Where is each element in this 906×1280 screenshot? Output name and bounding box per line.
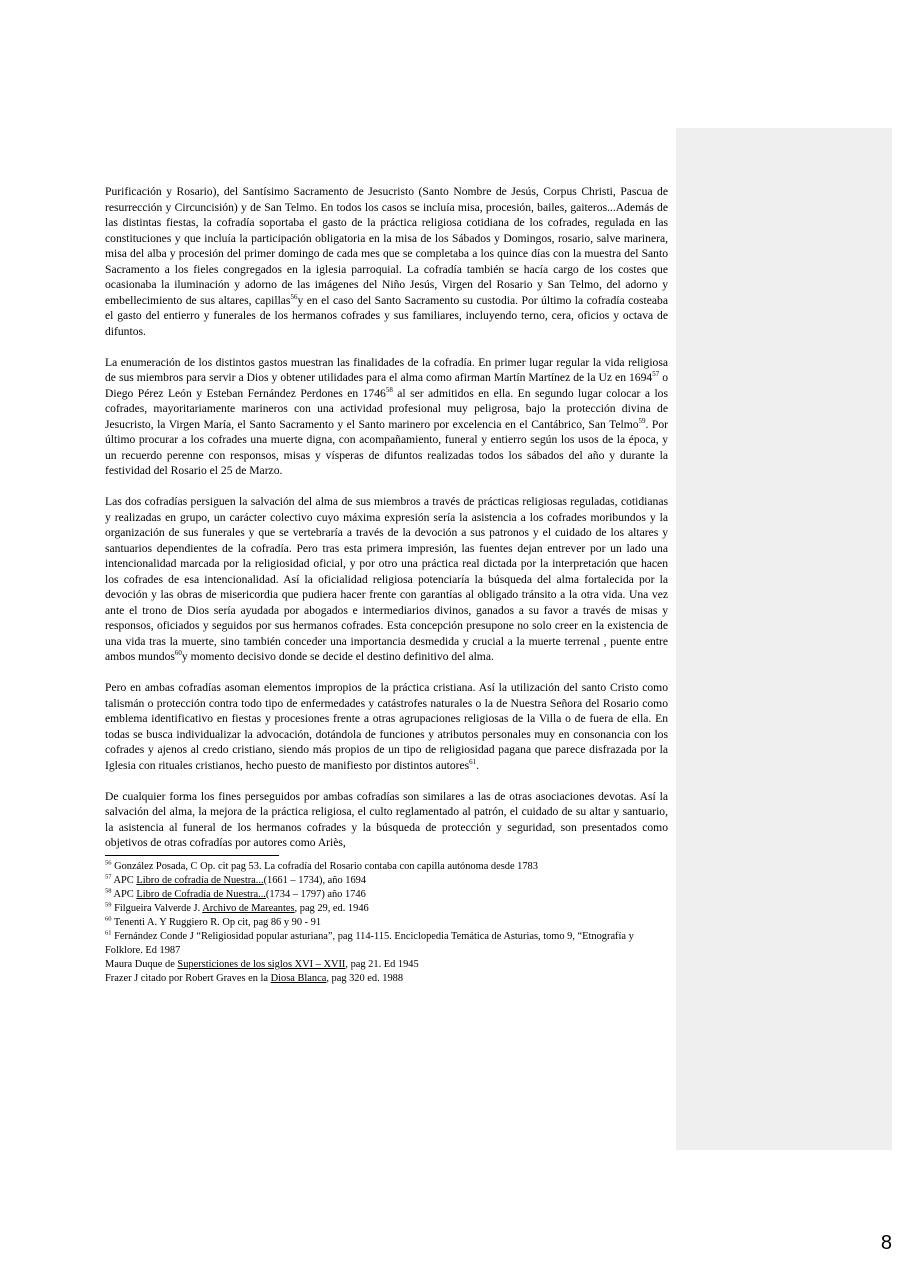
comment-margin-panel <box>676 128 892 1150</box>
footnote-56: $^{56}$ González Posada, C Op. cit pag 53. La cofradía del Rosario contaba con capilla autónoma desde 1783 <box>105 859 538 872</box>
paragraph-1: Purificación y Rosario), del Santísimo Sacramento de Jesucristo (Santo Nombre de Jesús, Corpus Christi, Pascua de resurrección y Circuncisión) y de San Telmo. En todos los casos se incluía misa, procesión, bailes, gaiteros...Además de las distintas fiestas, la cofradía soportaba el gasto de la práctica religiosa cotidiana de los cofrades, regulada en las constituciones y que incluía la participación obligatoria en la misa de los Sábados y Domingos, rosario, salve marinera, misa del alba y procesión del primer domingo de cada mes que se completaba a los quince días con la muestra del Santo Sacramento a los fieles congregados en la iglesia parroquial. La cofradía también se hacía cargo de los costes que ocasionaba la iluminación y adorno de las imágenes del Niño Jesús, Virgen del Rosario y San Telmo, del adorno y embellecimiento de sus altares, capillas$^{56}$y en el caso del Santo Sacramento su custodia. Por último la cofradía costeaba el gasto del entierro y funerales de los hermanos cofrades y sus familiares, incluyendo terno, cera, oficios y octava de difuntos. <box>105 185 668 338</box>
footnote-60: $^{60}$ Tenenti A. Y Ruggiero R. Op cit, pag 86 y 90 - 91 <box>105 915 322 928</box>
footnote-ref-57[interactable]: 57 <box>652 370 660 379</box>
footnote-title-link[interactable]: Libro de Cofradía de Nuestra... <box>136 889 266 900</box>
footnote-ref-61[interactable]: 61 <box>469 757 477 766</box>
footnote-title-link[interactable]: Archivo de Mareantes <box>202 903 295 914</box>
footnotes <box>105 860 668 986</box>
footnote-separator <box>105 855 279 856</box>
paragraph-5: De cualquier forma los fines perseguidos por ambas cofradías son similares a las de otras asociaciones devotas. Así la salvación del alma, la mejora de la práctica religiosa, el culto reglamentado al patrón, el cuidado de su altar y santuario, la asistencia al funeral de los hermanos cofrades y la búsqueda de protección y seguridad, son presentados como objetivos de otras cofradías por autores como Ariès, <box>105 789 668 849</box>
paragraph-2: La enumeración de los distintos gastos muestran las finalidades de la cofradía. En primer lugar regular la vida religiosa de sus miembros para servir a Dios y obtener utilidades para el alma como afirman Martín Martínez de la Uz en 1694$^{57}$ o Diego Pérez León y Esteban Fernández Perdones en 1746$^{58}$ al ser admitidos en ella. En segundo lugar colocar a los cofrades, mayoritariamente marineros con una actividad profesional muy peligrosa, bajo la protección divina de Jesucristo, la Virgen María, el Santo Sacramento y el Santo marinero por excelencia en el Cantábrico, San Telmo$^{59}$. Por último procurar a los cofrades una muerte digna, con acompañamiento, funeral y entierro según los usos de la época, y un recuerdo perenne con responsos, misas y vísperas de difuntos realizadas todos los sábados del año y durante la festividad del Rosario el 25 de Marzo. <box>105 355 668 477</box>
footnote-frazer: Frazer J citado por Robert Graves en la Diosa Blanca, pag 320 ed. 1988 <box>105 973 404 984</box>
footnote-ref-56[interactable]: 56 <box>290 292 298 301</box>
footnote-ref-60[interactable]: 60 <box>174 649 182 658</box>
body-text-column <box>105 184 668 986</box>
footnote-title-link[interactable]: Libro de cofradía de Nuestra... <box>136 875 264 886</box>
paragraph-4: Pero en ambas cofradías asoman elementos impropios de la práctica cristiana. Así la utilización del santo Cristo como talismán o protección contra todo tipo de enfermedades y catástrofes naturales o la de Nuestra Señora del Rosario como emblema identificativo en fiestas y procesiones frente a otras agrupaciones religiosas de la Villa o de fuera de ella. En todas se busca individualizar la advocación, dotándola de funciones y atributos personales muy en consonancia con los cofrades y ajenos al credo cristiano, siendo más propios de un tipo de religiosidad pagana que parece disfrazada por la Iglesia con rituales cristianos, hecho puesto de manifiesto por distintos autores$^{61}$. <box>105 681 668 772</box>
footnote-maura-duque: Maura Duque de Supersticiones de los siglos XVI – XVII, pag 21. Ed 1945 <box>105 959 419 970</box>
footnote-59: $^{59}$ Filgueira Valverde J. Archivo de Mareantes, pag 29, ed. 1946 <box>105 901 369 914</box>
page-number: 8 <box>880 1232 892 1254</box>
paragraph-3: Las dos cofradías persiguen la salvación del alma de sus miembros a través de prácticas religiosas reguladas, cotidianas y realizadas en grupo, un carácter colectivo cuyo máxima expresión sería la asistencia a los cofrades moribundos y la organización de sus funerales y que se vertebraría a través de la devoción a sus patronos y el cuidado de los altares y santuarios dependientes de la cofradía. Pero tras esta primera impresión, las fuentes dejan entrever por un lado una intencionalidad marcada por la religiosidad oficial, y por otro una práctica real dictada por la interpretación que hacen los cofrades de esa intencionalidad. Así la oficialidad religiosa potenciaría la búsqueda del alma fortalecida por la devoción y las obras de misericordia que pudiera hacer frente con garantías al obligado tránsito a la otra vida. Una vez ante el trono de Dios sería ayudada por abogados e intermediarios divinos, ganados a su favor a través de misas y responsos, oficiados y seguidos por sus hermanos cofrades. Esta concepción presupone no solo creer en la existencia de una vida tras la muerte, sino también conceder una importancia desmedida y crucial a la muerte terrenal , puente entre ambos mundos$^{60}$y momento decisivo donde se decide el destino definitivo del alma. <box>105 495 668 663</box>
footnote-ref-59[interactable]: 59 <box>638 416 646 425</box>
footnote-title-link[interactable]: Supersticiones de los siglos XVI – XVII <box>177 959 346 970</box>
footnote-ref-58[interactable]: 58 <box>385 385 393 394</box>
footnote-57: $^{57}$ APC Libro de cofradía de Nuestra...(1661 – 1734), año 1694 <box>105 873 367 886</box>
footnote-58: $^{58}$ APC Libro de Cofradía de Nuestra...(1734 – 1797) año 1746 <box>105 887 366 900</box>
footnote-61: $^{61}$ Fernández Conde J “Religiosidad popular asturiana”, pag 114-115. Enciclopedia Temática de Asturias, tomo 9, “Etnografía y Folklore. Ed 1987 <box>105 929 634 956</box>
footnote-title-link[interactable]: Diosa Blanca <box>270 973 327 984</box>
